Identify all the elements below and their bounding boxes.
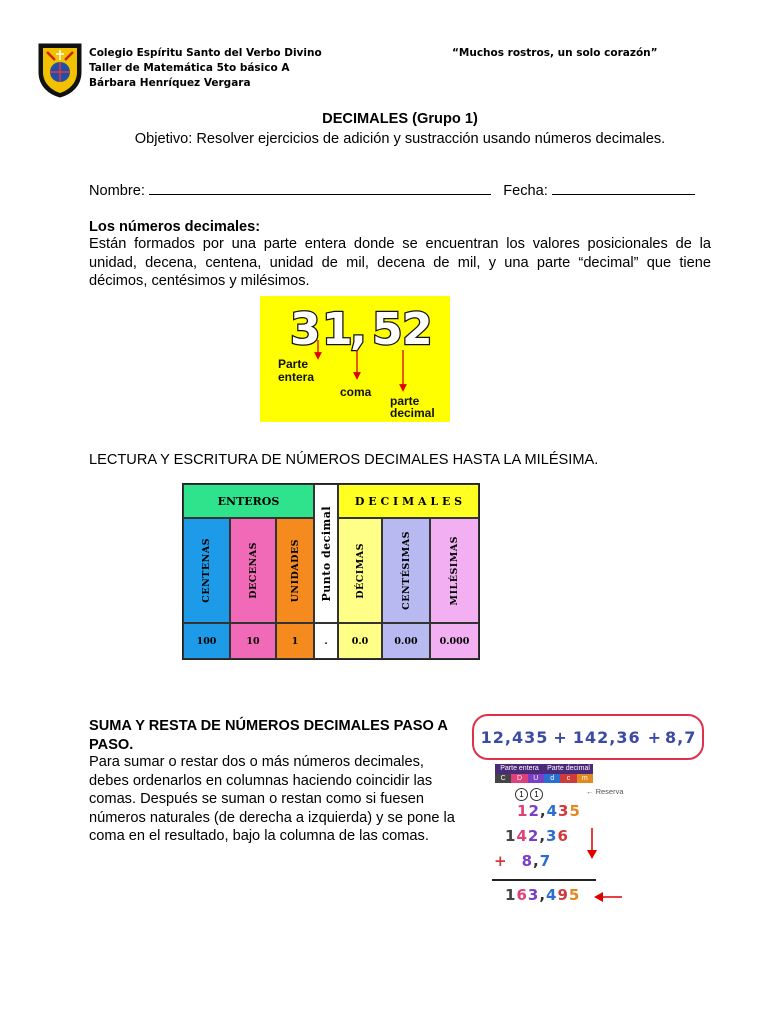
plus-sign: + — [494, 852, 507, 870]
val-milesimas: 0.000 — [430, 623, 479, 659]
addend-row-2: 1 4 2 , 3 6 — [505, 827, 568, 845]
sum-line — [492, 879, 596, 881]
document-title: DECIMALES (Grupo 1) — [322, 111, 478, 127]
expr-token: 4 — [584, 727, 597, 747]
expr-token: 2 — [492, 727, 504, 747]
digit-3: 3 — [290, 304, 321, 355]
header-block — [89, 46, 322, 91]
col-centesimas: CENTÉSIMAS — [382, 518, 430, 623]
reserve-label: Reserva — [595, 787, 624, 796]
decimales-header: D E C I M A L E S — [338, 484, 479, 518]
val-decimas: 0.0 — [338, 623, 382, 659]
header-decimal: Parte decimal — [547, 765, 590, 772]
col-decenas: DECENAS — [230, 518, 276, 623]
arrow-down-icon — [586, 828, 598, 860]
school-logo — [37, 42, 83, 98]
val-unidades: 1 — [276, 623, 314, 659]
arrow-left-result-icon — [594, 890, 622, 902]
expr-token: 3 — [616, 727, 628, 747]
section1-body: Están formados por una parte entera donde se encuentran los valores posicionales de la unidad, decena, centena, unidad de mil, decena de mil, y una parte “decimal” que tiene décimos, centésimos y milésimos. — [89, 236, 711, 289]
addition-expression — [472, 714, 704, 760]
label-entera-1: Parte — [278, 357, 309, 371]
col-milesimas: MILÉSIMAS — [430, 518, 479, 623]
name-field[interactable] — [149, 182, 491, 195]
expr-token: , — [677, 727, 684, 747]
digit-2: 2 — [402, 304, 433, 355]
val-point: . — [314, 623, 338, 659]
section3-heading: SUMA Y RESTA DE NÚMEROS DECIMALES PASO A PASO. — [89, 718, 448, 753]
addend-row-3: + 8 , 7 — [494, 852, 551, 870]
name-date-row — [89, 182, 695, 201]
section1-heading: Los números decimales: — [89, 219, 261, 235]
expr-token: , — [504, 727, 511, 747]
expr-plus: + — [647, 727, 661, 747]
label-decimal-2: decimal — [390, 406, 435, 420]
expr-token: 7 — [684, 727, 696, 747]
val-decenas: 10 — [230, 623, 276, 659]
comma-glyph: , — [350, 304, 367, 355]
objective: Objetivo: Resolver ejercicios de adición y sustracción usando números decimales. — [134, 131, 666, 147]
place-value-table — [182, 483, 480, 660]
carry-digit: 1 — [530, 788, 543, 801]
date-field[interactable] — [552, 182, 695, 195]
decimal-parts-svg — [260, 296, 450, 422]
enteros-header: ENTEROS — [183, 484, 314, 518]
header-col-d: d — [544, 774, 560, 783]
val-centesimas: 0.00 — [382, 623, 430, 659]
val-centenas: 100 — [183, 623, 230, 659]
teacher-name: Bárbara Henríquez Vergara — [89, 77, 251, 89]
col-decimas: DÉCIMAS — [338, 518, 382, 623]
header-col-D: D — [511, 774, 527, 783]
section3-body: Para sumar o restar dos o más números decimales, debes ordenarlos en columnas haciendo coincidir las comas. Después se suman o restan como si fuesen números naturales (de derecha a izquierda) y se pone la coma en el resultado, bajo la columna de las comas. — [89, 754, 455, 844]
expr-token: 4 — [511, 727, 524, 747]
header-col-c: c — [560, 774, 576, 783]
school-motto: “Muchos rostros, un solo corazón” — [452, 47, 658, 59]
arrow-left-svg — [594, 891, 622, 903]
expr-token: 2 — [597, 727, 609, 747]
col-centenas: CENTENAS — [183, 518, 230, 623]
addend-row-1: 1 2 , 4 3 5 — [517, 802, 580, 820]
workshop-name: Taller de Matemática 5to básico A — [89, 62, 290, 74]
expr-plus: + — [553, 727, 567, 747]
date-label: Fecha: — [503, 183, 548, 199]
label-decimal-1: parte — [390, 394, 420, 408]
column-header — [495, 764, 593, 783]
label-coma: coma — [340, 385, 372, 399]
expr-token: 1 — [572, 727, 584, 747]
name-label: Nombre: — [89, 183, 145, 199]
carry-digit: 1 — [515, 788, 528, 801]
header-col-m: m — [577, 774, 593, 783]
school-crest-icon — [37, 42, 83, 98]
expr-token: 6 — [628, 727, 640, 747]
header-entera: Parte entera — [500, 765, 539, 772]
label-entera-2: entera — [278, 370, 315, 384]
point-column — [314, 484, 338, 623]
digit-5: 5 — [372, 304, 403, 355]
header-col-U: U — [528, 774, 544, 783]
point-label: Punto decimal — [319, 505, 333, 602]
arrow-left-icon: ← — [586, 787, 594, 796]
expr-token: 3 — [524, 727, 536, 747]
reserve-note — [586, 787, 624, 796]
section2-heading: LECTURA Y ESCRITURA DE NÚMEROS DECIMALES HASTA LA MILÉSIMA. — [89, 452, 599, 468]
expr-token: 1 — [480, 727, 492, 747]
carry-row — [515, 788, 543, 801]
decimal-parts-diagram — [260, 296, 450, 422]
expr-token: 5 — [536, 727, 548, 747]
header-col-C: C — [495, 774, 511, 783]
school-name: Colegio Espíritu Santo del Verbo Divino — [89, 47, 322, 59]
digit-1: 1 — [322, 304, 353, 355]
expr-token: , — [609, 727, 616, 747]
arrow-down-svg — [586, 828, 598, 860]
expr-token: 8 — [665, 727, 677, 747]
result-row: 1 6 3 , 4 9 5 — [505, 886, 580, 904]
col-unidades: UNIDADES — [276, 518, 314, 623]
